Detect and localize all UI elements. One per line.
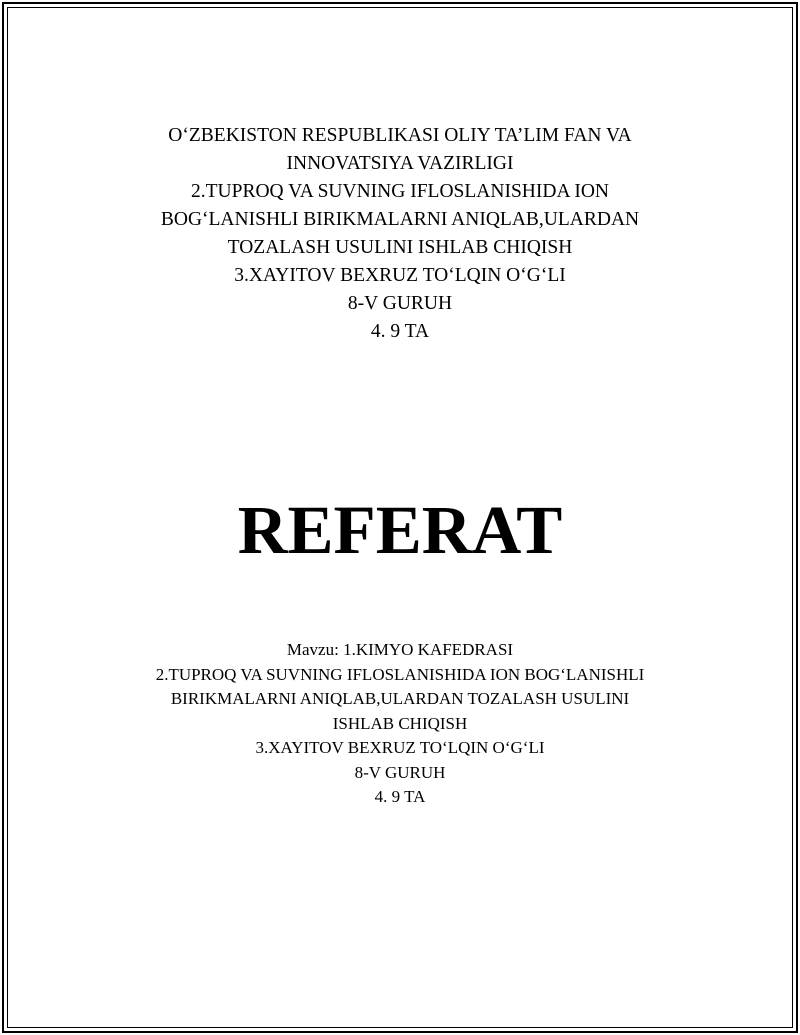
header-line: TOZALASH USULINI ISHLAB CHIQISH: [227, 237, 573, 258]
ministry-header: [0, 122, 800, 346]
topic-line: BIRIKMALARNI ANIQLAB,ULARDAN TOZALASH USULINI: [170, 689, 630, 708]
header-line: 3.XAYITOV BEXRUZ TO‘LQIN O‘G‘LI: [234, 265, 566, 286]
document-title: REFERAT: [237, 492, 563, 568]
topic-line: ISHLAB CHIQISH: [332, 713, 468, 733]
header-line: 2.TUPROQ VA SUVNING IFLOSLANISHIDA ION: [190, 181, 610, 202]
topic-section: [0, 638, 800, 810]
header-line: O‘ZBEKISTON RESPUBLIKASI OLIY TA’LIM FAN VA: [168, 125, 632, 146]
topic-line: 4. 9 TA: [374, 787, 426, 806]
header-line: INNOVATSIYA VAZIRLIGI: [286, 153, 514, 174]
topic-line: Mavzu: 1.KIMYO KAFEDRASI: [286, 640, 514, 659]
topic-line: 2.TUPROQ VA SUVNING IFLOSLANISHIDA ION BOG‘LANISHLI: [155, 664, 645, 684]
header-line: 8-V GURUH: [347, 293, 453, 314]
topic-line: 3.XAYITOV BEXRUZ TO‘LQIN O‘G‘LI: [255, 738, 545, 757]
header-line: 4. 9 TA: [370, 321, 430, 342]
topic-line: 8-V GURUH: [354, 762, 446, 782]
header-line: BOG‘LANISHLI BIRIKMALARNI ANIQLAB,ULARDAN: [160, 209, 640, 230]
